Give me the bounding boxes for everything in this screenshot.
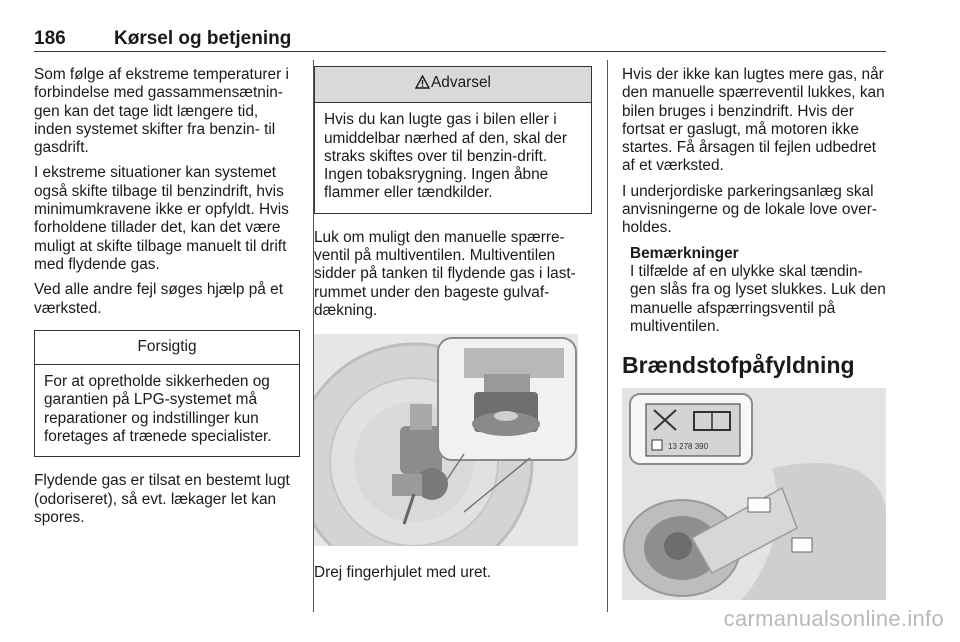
warning-title: Advarsel <box>431 74 491 91</box>
caution-text: For at opretholde sikkerheden og garantien på LPG-systemet må reparationer og indstillinger kun foretages af trænede specialister. <box>44 373 272 446</box>
caution-title: Forsigtig <box>35 331 299 365</box>
watermark: carmanualsonline.info <box>723 606 944 631</box>
label-code: 13 278 390 <box>668 442 709 452</box>
paragraph: Ved alle andre fejl søges hjælp på et værksted. <box>34 281 283 317</box>
page-title: Kørsel og betjening <box>114 28 292 49</box>
multivalve-illustration <box>314 334 578 546</box>
paragraph: I underjordiske parkeringsanlæg skal anvisningerne og de lokale love over-holdes. <box>622 182 877 237</box>
column-3 <box>622 66 886 600</box>
note-title: Bemærkninger <box>630 244 739 262</box>
paragraph: Som følge af ekstreme temperaturer i forbindelse med gassammensætnin-gen kan det tage lidt længere tid, inden systemet skifter fra benzin- til gasdrift. <box>34 66 289 157</box>
note-text: I tilfælde af en ulykke skal tændin-gen slås fra og lyset slukkes. Luk den manuelle afspærringsventil på multiventilen. <box>630 262 886 335</box>
note-block <box>630 245 886 336</box>
caution-box <box>34 330 300 457</box>
paragraph: I ekstreme situationer kan systemet også skifte tilbage til benzindrift, hvis minimumkravene ikke er opfyldt. Hvis forholdene tillader det, kan det være muligt at skifte tilbage manuelt til drift med flydende gas. <box>34 164 289 273</box>
paragraph: Luk om muligt den manuelle spærre-ventil på multiventilen. Multiventilen sidder på tanken til flydende gas i last-rummet under den bageste gulvaf-dækning. <box>314 228 576 319</box>
paragraph: Flydende gas er tilsat en bestemt lugt (odoriseret), så evt. lækager let kan spores. <box>34 472 290 526</box>
fuel-flap-illustration <box>622 388 886 600</box>
image-caption: Drej fingerhjulet med uret. <box>314 564 492 582</box>
column-divider-2 <box>607 60 608 612</box>
warning-header <box>315 67 591 103</box>
page-number: 186 <box>34 28 66 49</box>
header-rule <box>34 51 886 52</box>
column-2 <box>314 66 592 590</box>
column-1 <box>34 66 300 534</box>
page-header <box>34 28 886 50</box>
section-title: Brændstofpåfyldning <box>622 352 855 379</box>
warning-box <box>314 66 592 214</box>
paragraph: Hvis der ikke kan lugtes mere gas, når den manuelle spærreventil lukkes, kan bilen bruges i benzindrift. Hvis der fortsat er gaslugt, må motoren ikke startes. Få årsagen til fejlen udbedret af et værksted. <box>622 66 885 175</box>
warning-triangle-icon <box>415 75 430 94</box>
warning-text: Hvis du kan lugte gas i bilen eller i umiddelbar nærhed af den, skal der straks skiftes over til benzin-drift. Ingen tobaksrygning. Ingen åbne flammer eller tændkilder. <box>324 111 567 202</box>
